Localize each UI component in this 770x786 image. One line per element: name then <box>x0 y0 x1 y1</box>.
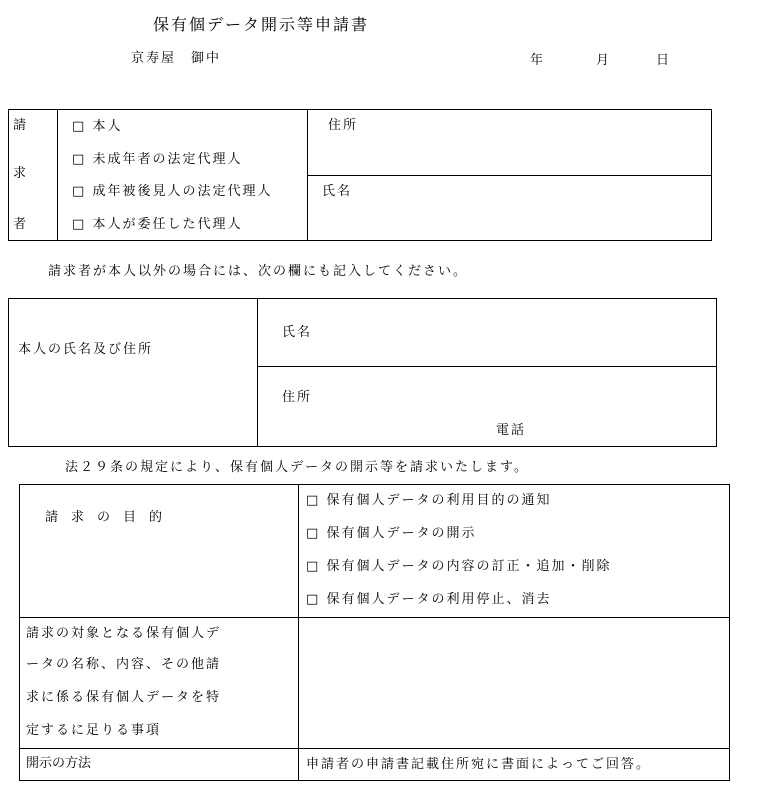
purpose-option-suspension[interactable]: □ 保有個人データの利用停止、消去 <box>306 592 552 607</box>
method-value: 申請者の申請書記載住所宛に書面によってご回答。 <box>306 757 652 772</box>
date-year-label: 年 <box>530 53 544 68</box>
checkbox-icon[interactable]: □ <box>72 184 87 199</box>
requester-option-minor-agent[interactable]: □ 未成年者の法定代理人 <box>72 152 243 167</box>
date-month-label: 月 <box>596 53 610 68</box>
target-label-line-3: 求に係る保有個人データを特 <box>26 690 222 705</box>
date-day-label: 日 <box>656 53 670 68</box>
principal-address-label: 住所 <box>282 390 313 405</box>
method-label: 開示の方法 <box>26 756 92 771</box>
principal-name-label: 氏名 <box>282 325 313 340</box>
purpose-label: 請 求 の 目 的 <box>45 510 163 525</box>
form-title: 保有個データ開示等申請書 <box>153 15 370 34</box>
checkbox-icon[interactable]: □ <box>306 559 321 574</box>
checkbox-icon[interactable]: □ <box>306 526 321 541</box>
requester-name-label: 氏名 <box>322 184 353 199</box>
note-non-principal: 請求者が本人以外の場合には、次の欄にも記入してください。 <box>48 264 469 279</box>
requester-option-guardian-agent[interactable]: □ 成年被後見人の法定代理人 <box>72 184 273 199</box>
requester-side-label-2: 求 <box>13 166 27 181</box>
requester-side-label-3: 者 <box>13 217 27 232</box>
checkbox-icon[interactable]: □ <box>72 119 87 134</box>
principal-label: 本人の氏名及び住所 <box>18 342 154 357</box>
requester-address-label: 住所 <box>328 118 359 133</box>
checkbox-icon[interactable]: □ <box>72 217 87 232</box>
purpose-option-notify-use[interactable]: □ 保有個人データの利用目的の通知 <box>306 493 552 508</box>
requester-option-self[interactable]: □ 本人 <box>72 119 123 134</box>
target-label-line-2: ータの名称、内容、その他請 <box>26 657 222 672</box>
purpose-option-disclosure[interactable]: □ 保有個人データの開示 <box>306 526 477 541</box>
requester-option-delegated-agent[interactable]: □ 本人が委任した代理人 <box>72 217 243 232</box>
purpose-option-correction[interactable]: □ 保有個人データの内容の訂正・追加・削除 <box>306 559 612 574</box>
checkbox-icon[interactable]: □ <box>306 592 321 607</box>
checkbox-icon[interactable]: □ <box>72 152 87 167</box>
target-label-line-1: 請求の対象となる保有個人デ <box>26 626 222 641</box>
requester-side-label-1: 請 <box>13 118 27 133</box>
target-label-line-4: 定するに足りる事項 <box>26 723 162 738</box>
addressee: 京寿屋 御中 <box>131 51 222 66</box>
principal-phone-label: 電話 <box>496 423 527 438</box>
checkbox-icon[interactable]: □ <box>306 493 321 508</box>
note-legal-basis: 法２９条の規定により、保有個人データの開示等を請求いたします。 <box>65 460 529 475</box>
